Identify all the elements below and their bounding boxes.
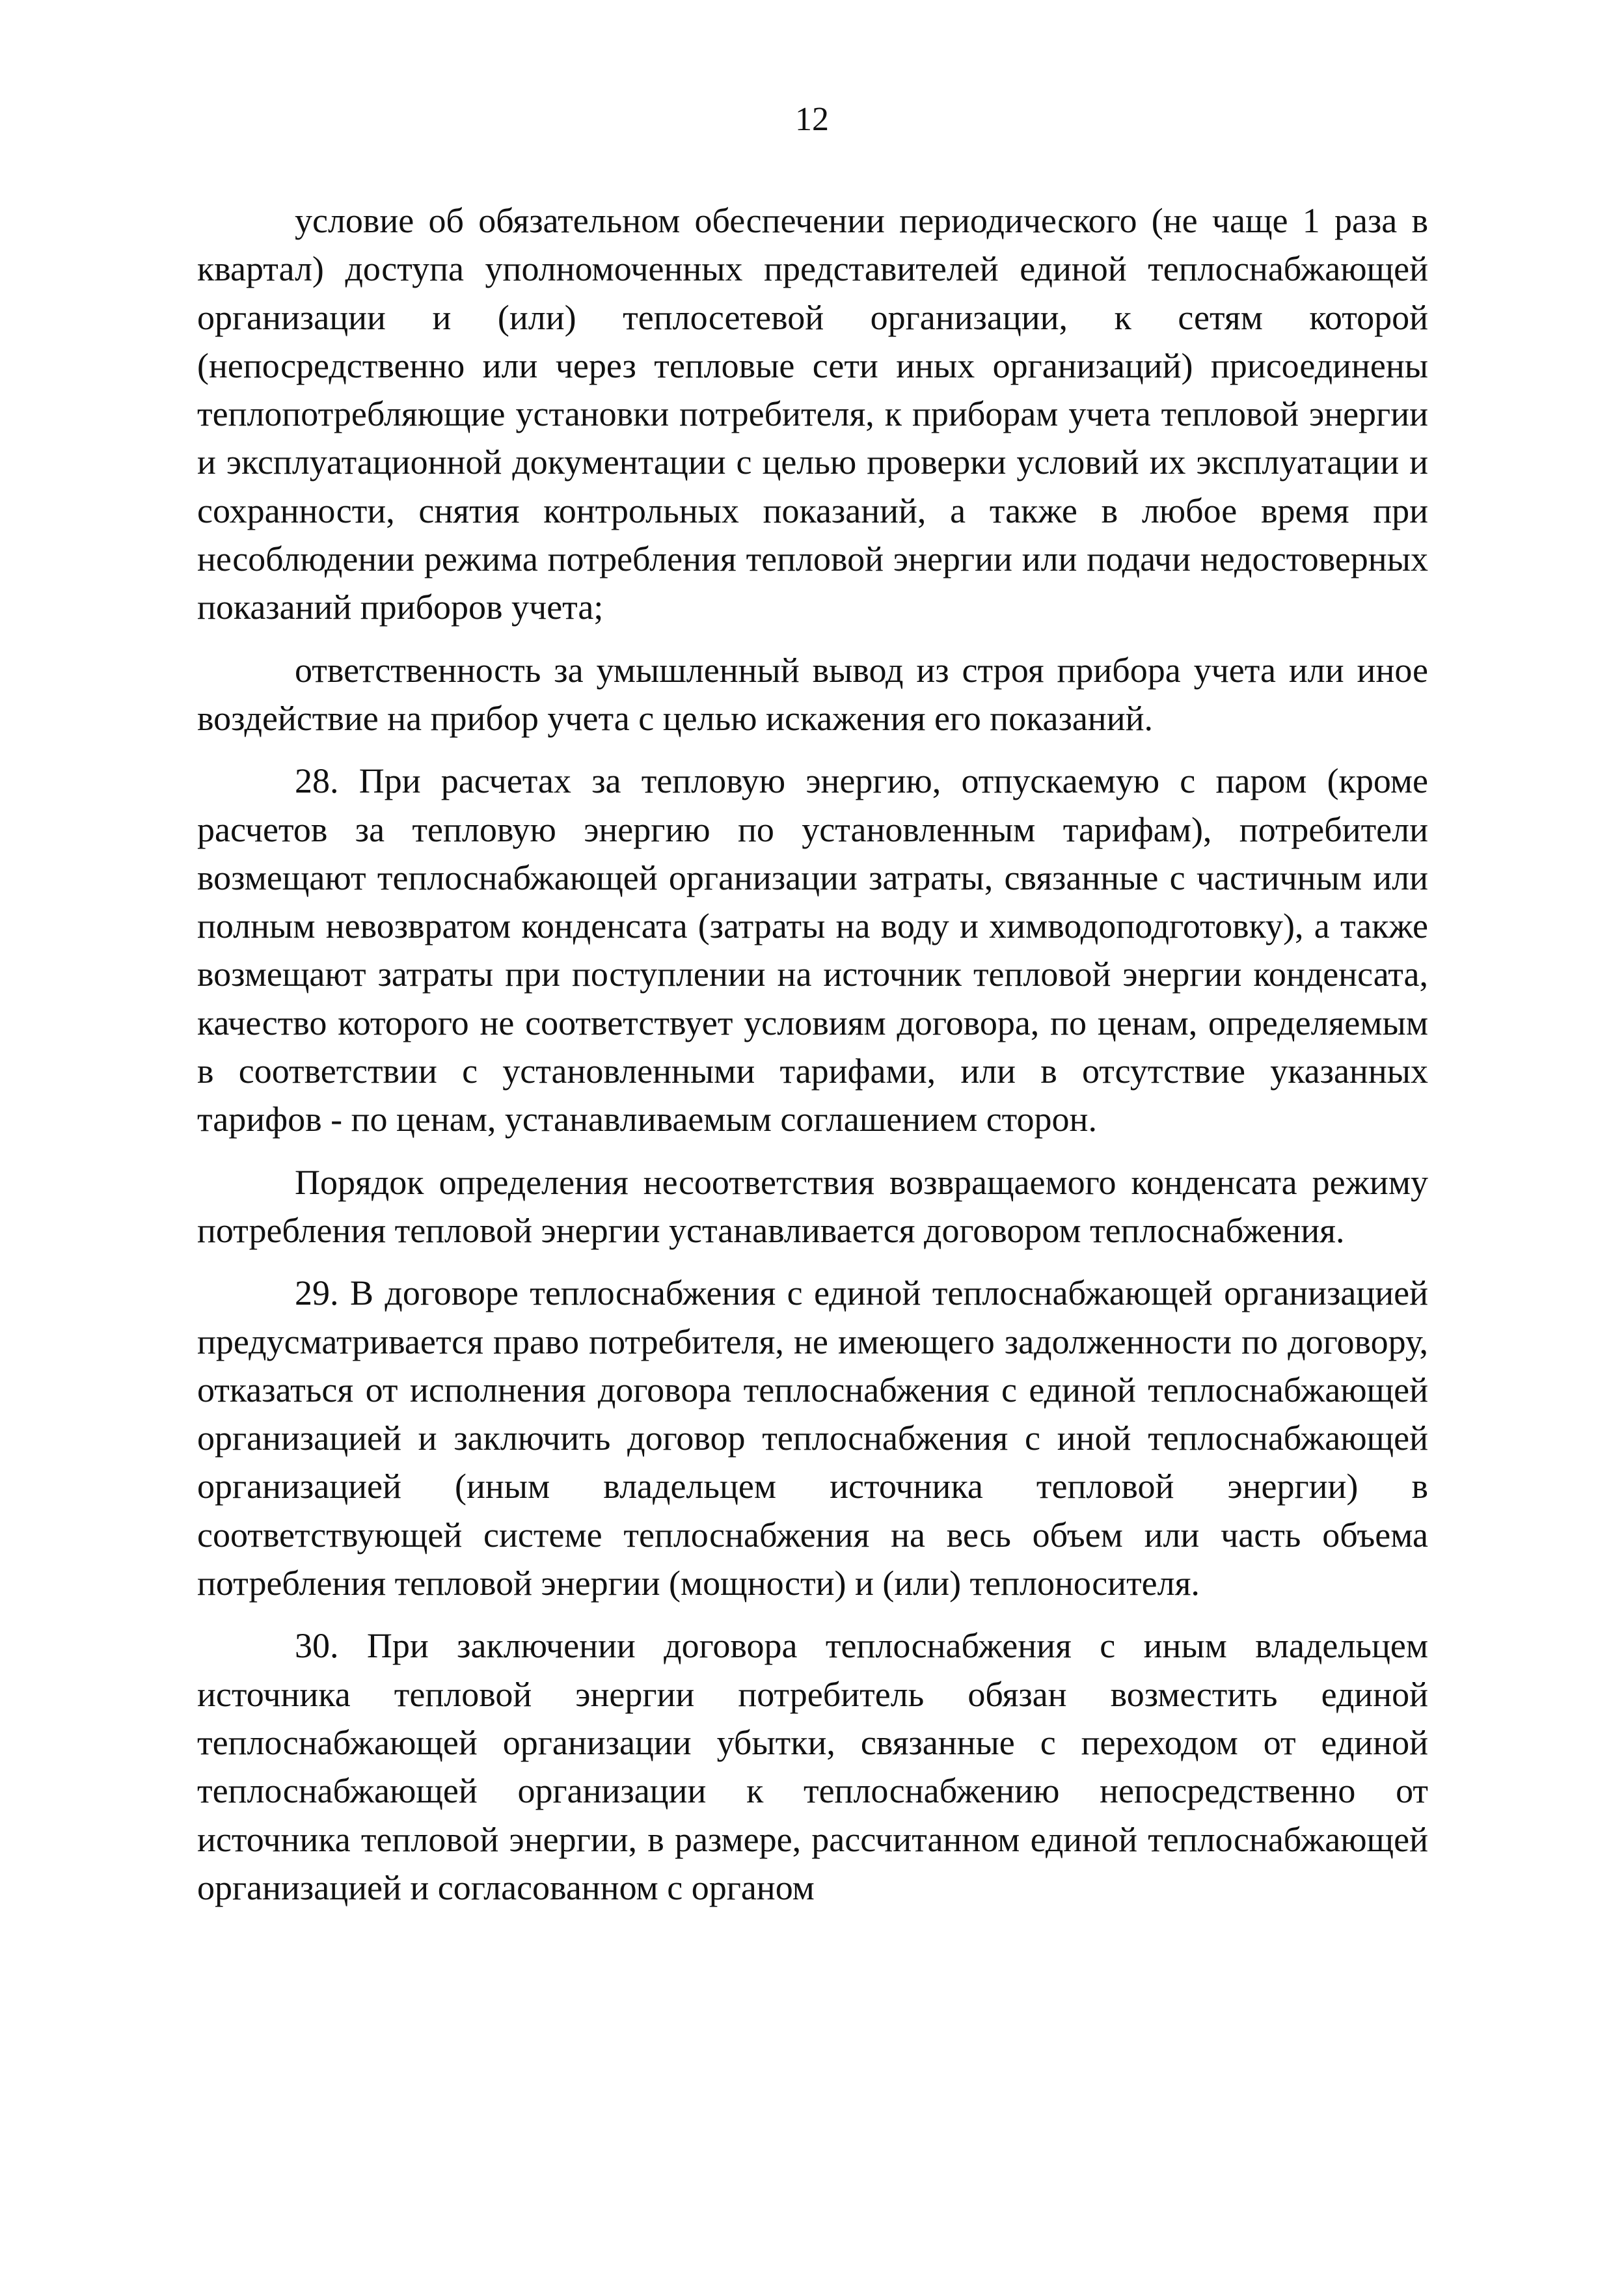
paragraph-item-29: 29. В договоре теплоснабжения с единой теплоснабжающей организацией предусматривается право потребителя, не имеющего задолженности по договору, отказаться от исполнения договора теплоснабжения с единой теплоснабжающей организацией и заключить договор теплоснабжения с иной теплоснабжающей организацией (иным владельцем источника тепловой энергии) в соответствующей системе теплоснабжения на весь объем или часть объема потребления тепловой энергии (мощности) и (или) теплоносителя.: [197, 1273, 1428, 1603]
paragraph-item-30: 30. При заключении договора теплоснабжения с иным владельцем источника тепловой энергии потребитель обязан возместить единой теплоснабжающей организации убытки, связанные с переходом от единой теплоснабжающей организации к теплоснабжению непосредственно от источника тепловой энергии, в размере, рассчитанном единой теплоснабжающей организацией и согласованном с органом: [197, 1626, 1428, 1907]
paragraph-meter-access-condition: условие об обязательном обеспечении периодического (не чаще 1 раза в квартал) доступа уполномоченных представителей единой теплоснабжающей организации и (или) теплосетевой организации, к сетям которой (непосредственно или через тепловые сети иных организаций) присоединены теплопотребляющие установки потребителя, к приборам учета тепловой энергии и эксплуатационной документации с целью проверки условий их эксплуатации и сохранности, снятия контрольных показаний, а также в любое время при несоблюдении режима потребления тепловой энергии или подачи недостоверных показаний приборов учета;: [197, 201, 1428, 627]
paragraph-condensate-procedure: Порядок определения несоответствия возвращаемого конденсата режиму потребления тепловой энергии устанавливается договором теплоснабжения.: [197, 1162, 1428, 1250]
document-body: [197, 197, 1428, 1912]
page-number: 12: [795, 101, 829, 138]
paragraph-item-28: 28. При расчетах за тепловую энергию, отпускаемую с паром (кроме расчетов за тепловую энергию по установленным тарифам), потребители возмещают теплоснабжающей организации затраты, связанные с частичным или полным невозвратом конденсата (затраты на воду и химводоподготовку), а также возмещают затраты при поступлении на источник тепловой энергии конденсата, качество которого не соответствует условиям договора, по ценам, определяемым в соответствии с установленными тарифами, или в отсутствие указанных тарифов - по ценам, устанавливаемым соглашением сторон.: [197, 761, 1428, 1139]
paragraph-meter-tampering-liability: ответственность за умышленный вывод из строя прибора учета или иное воздействие на прибор учета с целью искажения его показаний.: [197, 650, 1428, 738]
